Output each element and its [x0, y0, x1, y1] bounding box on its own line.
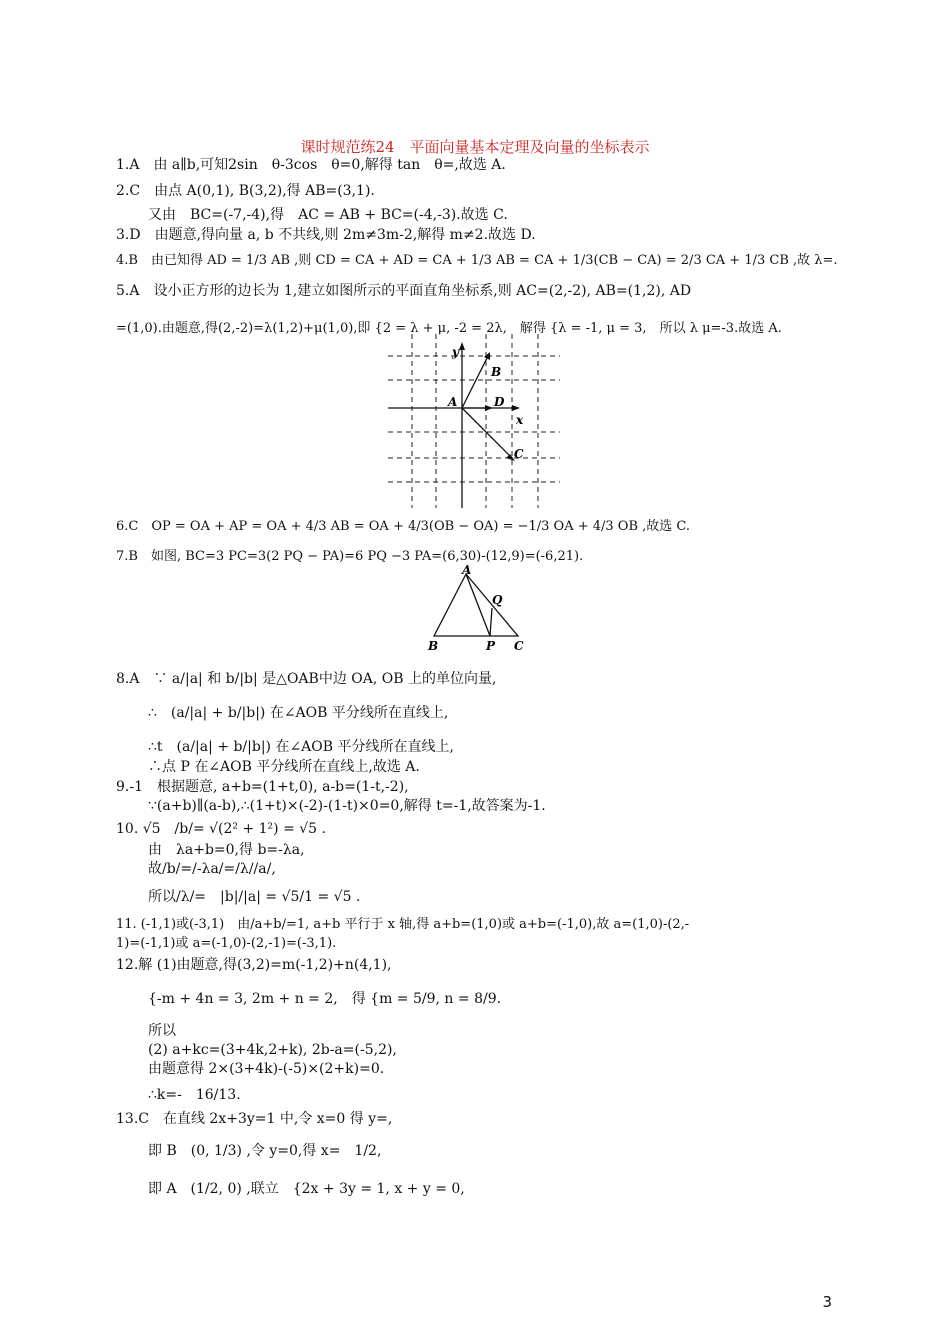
- answer-line-7: 7.B 如图, BC=3 PC=3(2 PQ − PA)=6 PQ −3 PA=(6,30)-(12,9)=(-6,21).: [116, 549, 584, 564]
- answer-line-8d: ∴点 P 在∠AOB 平分线所在直线上,故选 A.: [148, 759, 420, 775]
- fig1-label-y: y: [452, 345, 459, 359]
- fig2-label-q: Q: [492, 593, 503, 607]
- answer-line-11b: 1)=(-1,1)或 a=(-1,0)-(2,-1)=(-3,1).: [116, 936, 337, 951]
- page-title: 课时规范练24 平面向量基本定理及向量的坐标表示: [300, 138, 650, 156]
- answer-line-10: 10. √5 /b/= √(2² + 1²) = √5 .: [116, 821, 326, 837]
- answer-line-8b: ∴ (a/|a| + b/|b|) 在∠AOB 平分线所在直线上,: [148, 705, 449, 721]
- answer-line-1: 1.A 由 a∥b,可知2sin θ-3cos θ=0,解得 tan θ=,故选 A.: [116, 157, 506, 173]
- answer-line-13c: 即 A (1/2, 0) ,联立 {2x + 3y = 1, x + y = 0,: [148, 1181, 465, 1197]
- answer-line-12c: 所以: [148, 1023, 176, 1039]
- answer-line-5: 5.A 设小正方形的边长为 1,建立如图所示的平面直角坐标系,则 AC=(2,-2), AB=(1,2), AD: [116, 283, 692, 299]
- answer-line-2b: 又由 BC=(-7,-4),得 AC = AB + BC=(-4,-3).故选 C.: [148, 207, 508, 223]
- answer-line-13b: 即 B (0, 1/3) ,令 y=0,得 x= 1/2,: [148, 1143, 382, 1159]
- answer-line-12f: ∴k=- 16/13.: [148, 1087, 241, 1103]
- answer-line-9b: ∵(a+b)∥(a-b),∴(1+t)×(-2)-(1-t)×0=0,解得 t=-1,故答案为-1.: [148, 798, 546, 814]
- answer-line-8: 8.A ∵ a/|a| 和 b/|b| 是△OAB中边 OA, OB 上的单位向量,: [116, 671, 497, 687]
- fig1-label-a: A: [448, 395, 458, 409]
- fig1-label-x: x: [516, 413, 524, 427]
- answer-line-13: 13.C 在直线 2x+3y=1 中,令 x=0 得 y=,: [116, 1111, 393, 1127]
- fig2-label-a: A: [462, 564, 472, 577]
- answer-line-9: 9.-1 根据题意, a+b=(1+t,0), a-b=(1-t,-2),: [116, 779, 409, 795]
- triangle-figure: [422, 564, 534, 654]
- answer-line-12: 12.解 (1)由题意,得(3,2)=m(-1,2)+n(4,1),: [116, 957, 392, 973]
- answer-line-10c: 故/b/=/-λa/=/λ//a/,: [148, 861, 276, 877]
- fig1-label-b: B: [491, 365, 502, 379]
- answer-line-10d: 所以/λ/= |b|/|a| = √5/1 = √5 .: [148, 889, 361, 905]
- page-number: 3: [822, 1293, 832, 1311]
- answer-line-12d: (2) a+kc=(3+4k,2+k), 2b-a=(-5,2),: [148, 1042, 397, 1058]
- answer-line-6: 6.C OP = OA + AP = OA + 4/3 AB = OA + 4/3(OB − OA) = −1/3 OA + 4/3 OB ,故选 C.: [116, 519, 691, 534]
- fig2-label-p: P: [486, 639, 496, 653]
- fig2-label-b: B: [428, 639, 439, 653]
- fig1-label-c: C: [514, 447, 524, 461]
- answer-line-10b: 由 λa+b=0,得 b=-λa,: [148, 842, 305, 858]
- answer-line-8c: ∴t (a/|a| + b/|b|) 在∠AOB 平分线所在直线上,: [148, 739, 454, 755]
- fig1-label-d: D: [494, 395, 505, 409]
- coordinate-grid-figure: [384, 332, 564, 512]
- answer-line-2: 2.C 由点 A(0,1), B(3,2),得 AB=(3,1).: [116, 183, 375, 199]
- answer-line-5b: =(1,0).由题意,得(2,-2)=λ(1,2)+μ(1,0),即 {2 = λ + μ, -2 = 2λ, 解得 {λ = -1, μ = 3, 所以 λ μ=-3.故选 A.: [116, 321, 782, 336]
- answer-line-12e: 由题意得 2×(3+4k)-(-5)×(2+k)=0.: [148, 1061, 385, 1077]
- fig2-label-c: C: [514, 639, 524, 653]
- answer-line-11: 11. (-1,1)或(-3,1) 由/a+b/=1, a+b 平行于 x 轴,得 a+b=(1,0)或 a+b=(-1,0),故 a=(1,0)-(2,-: [116, 917, 690, 932]
- answer-line-3: 3.D 由题意,得向量 a, b 不共线,则 2m≠3m-2,解得 m≠2.故选 D.: [116, 227, 536, 243]
- answer-line-12b: {-m + 4n = 3, 2m + n = 2, 得 {m = 5/9, n = 8/9.: [148, 991, 502, 1007]
- answer-line-4: 4.B 由已知得 AD = 1/3 AB ,则 CD = CA + AD = CA + 1/3 AB = CA + 1/3(CB − CA) = 2/3 CA + 1/3 CB ,故 λ=.: [116, 253, 838, 268]
